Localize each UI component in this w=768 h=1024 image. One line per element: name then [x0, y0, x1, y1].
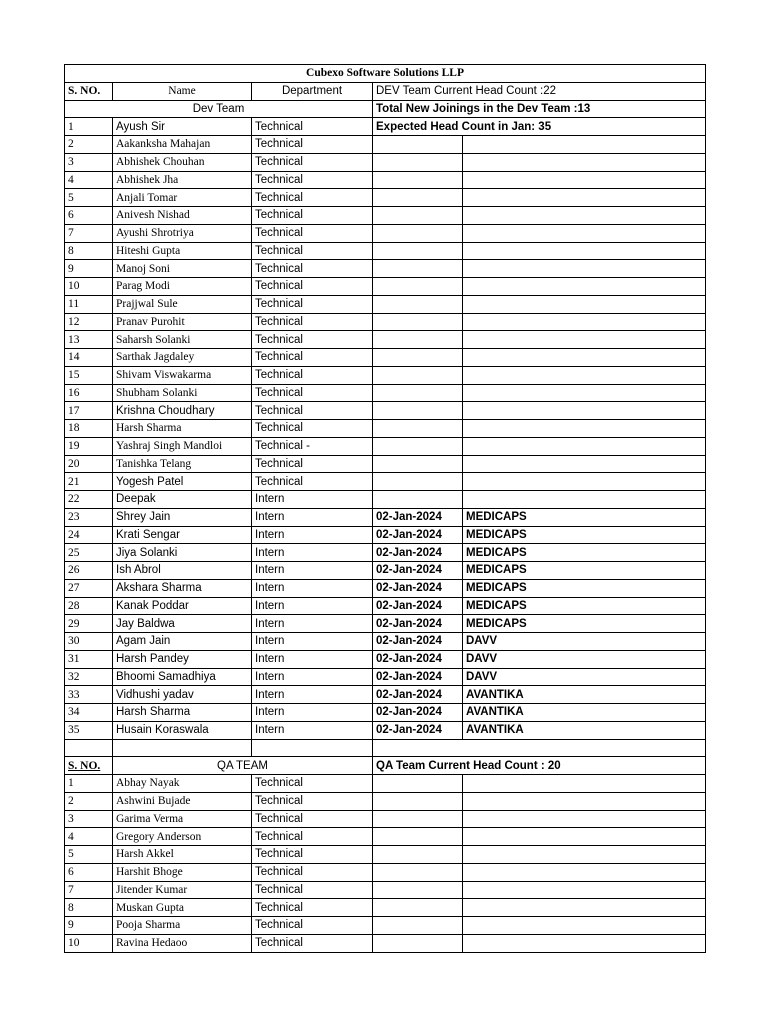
sno-cell: 28: [65, 597, 113, 615]
table-row: [65, 792, 706, 810]
college-cell: [463, 295, 706, 313]
table-row: [65, 668, 706, 686]
sno-cell: 3: [65, 810, 113, 828]
name-cell: Harsh Akkel: [113, 846, 252, 864]
department-cell: Intern: [252, 650, 373, 668]
table-row: [65, 118, 706, 136]
empty-cell: [463, 792, 706, 810]
empty-cell: [463, 881, 706, 899]
table-row: [65, 420, 706, 438]
department-cell: Technical: [252, 420, 373, 438]
college-cell: DAVV: [463, 668, 706, 686]
sno-cell: 12: [65, 313, 113, 331]
table-row: [65, 313, 706, 331]
empty-cell: [113, 739, 252, 757]
empty-cell: [463, 899, 706, 917]
name-cell: Anjali Tomar: [113, 189, 252, 207]
sno-cell: 3: [65, 153, 113, 171]
name-cell: Manoj Soni: [113, 260, 252, 278]
header-row: [65, 82, 706, 100]
college-cell: DAVV: [463, 650, 706, 668]
college-cell: [463, 278, 706, 296]
college-cell: [463, 473, 706, 491]
table-row: [65, 171, 706, 189]
sno-cell: 8: [65, 899, 113, 917]
department-cell: Intern: [252, 633, 373, 651]
sno-cell: 13: [65, 331, 113, 349]
sno-header: S. NO.: [65, 82, 113, 100]
name-cell: Jiya Solanki: [113, 544, 252, 562]
department-cell: Technical: [252, 934, 373, 952]
college-cell: MEDICAPS: [463, 508, 706, 526]
name-cell: Krati Sengar: [113, 526, 252, 544]
college-cell: AVANTIKA: [463, 704, 706, 722]
table-row: [65, 704, 706, 722]
joining-date-cell: [373, 189, 463, 207]
department-cell: Technical: [252, 224, 373, 242]
joining-date-cell: [373, 420, 463, 438]
name-cell: Muskan Gupta: [113, 899, 252, 917]
name-cell: Parag Modi: [113, 278, 252, 296]
empty-cell: [373, 846, 463, 864]
empty-cell: [373, 792, 463, 810]
table-row: [65, 437, 706, 455]
joining-date-cell: [373, 242, 463, 260]
college-cell: [463, 224, 706, 242]
empty-cell: [463, 917, 706, 935]
empty-cell: [373, 881, 463, 899]
name-cell: Garima Verma: [113, 810, 252, 828]
name-cell: Anivesh Nishad: [113, 207, 252, 225]
sno-cell: 5: [65, 189, 113, 207]
table-row: [65, 224, 706, 242]
empty-cell: [373, 775, 463, 793]
joining-date-cell: [373, 366, 463, 384]
joining-date-cell: [373, 331, 463, 349]
name-cell: Agam Jain: [113, 633, 252, 651]
department-cell: Technical: [252, 384, 373, 402]
sno-cell: 30: [65, 633, 113, 651]
table-row: [65, 633, 706, 651]
joining-date-cell: 02-Jan-2024: [373, 526, 463, 544]
joining-date-cell: 02-Jan-2024: [373, 615, 463, 633]
sno-cell: 6: [65, 863, 113, 881]
table-row: [65, 295, 706, 313]
department-cell: Intern: [252, 615, 373, 633]
table-row: [65, 721, 706, 739]
college-cell: [463, 136, 706, 154]
department-cell: Technical: [252, 899, 373, 917]
name-cell: Tanishka Telang: [113, 455, 252, 473]
name-cell: Prajjwal Sule: [113, 295, 252, 313]
name-cell: Gregory Anderson: [113, 828, 252, 846]
department-cell: Technical: [252, 349, 373, 367]
name-cell: Hiteshi Gupta: [113, 242, 252, 260]
department-cell: Technical: [252, 295, 373, 313]
empty-cell: [463, 828, 706, 846]
qa-team-label: QA TEAM: [113, 757, 373, 775]
empty-cell: [373, 899, 463, 917]
sno-cell: 26: [65, 562, 113, 580]
joining-date-cell: [373, 260, 463, 278]
table-row: [65, 136, 706, 154]
sno-cell: 20: [65, 455, 113, 473]
college-cell: [463, 455, 706, 473]
table-row: [65, 899, 706, 917]
joining-date-cell: [373, 473, 463, 491]
sno-cell: 9: [65, 260, 113, 278]
table-row: [65, 366, 706, 384]
department-cell: Technical: [252, 366, 373, 384]
sheet-title: Cubexo Software Solutions LLP: [65, 65, 706, 83]
sno-cell: 35: [65, 721, 113, 739]
empty-cell: [373, 934, 463, 952]
department-cell: Intern: [252, 508, 373, 526]
table-row: [65, 597, 706, 615]
department-cell: Technical: [252, 792, 373, 810]
joining-date-cell: [373, 171, 463, 189]
joining-date-cell: 02-Jan-2024: [373, 686, 463, 704]
college-cell: [463, 366, 706, 384]
empty-cell: [373, 828, 463, 846]
department-cell: Technical: [252, 846, 373, 864]
department-cell: Technical: [252, 207, 373, 225]
department-cell: Intern: [252, 597, 373, 615]
sno-cell: 22: [65, 491, 113, 509]
table-row: [65, 775, 706, 793]
sno-cell: 7: [65, 224, 113, 242]
name-cell: Yogesh Patel: [113, 473, 252, 491]
empty-cell: [463, 863, 706, 881]
department-cell: Intern: [252, 579, 373, 597]
name-cell: Saharsh Solanki: [113, 331, 252, 349]
name-cell: Abhishek Jha: [113, 171, 252, 189]
title-row: [65, 65, 706, 83]
table-row: [65, 349, 706, 367]
sno-cell: 10: [65, 934, 113, 952]
empty-cell: [373, 810, 463, 828]
college-cell: MEDICAPS: [463, 562, 706, 580]
name-cell: Bhoomi Samadhiya: [113, 668, 252, 686]
sno-cell: 1: [65, 775, 113, 793]
joining-date-cell: 02-Jan-2024: [373, 668, 463, 686]
college-cell: [463, 189, 706, 207]
name-cell: Shivam Viswakarma: [113, 366, 252, 384]
department-cell: Technical: [252, 863, 373, 881]
joining-date-cell: [373, 349, 463, 367]
department-cell: Intern: [252, 704, 373, 722]
qa-header-row: [65, 757, 706, 775]
department-cell: Technical: [252, 828, 373, 846]
name-cell: Abhishek Chouhan: [113, 153, 252, 171]
college-cell: [463, 402, 706, 420]
dev-head-count: DEV Team Current Head Count :22: [373, 82, 706, 100]
name-cell: Deepak: [113, 491, 252, 509]
sno-cell: 6: [65, 207, 113, 225]
table-row: [65, 207, 706, 225]
table-row: [65, 579, 706, 597]
joining-date-cell: 02-Jan-2024: [373, 508, 463, 526]
department-cell: Technical: [252, 775, 373, 793]
name-cell: Sarthak Jagdaley: [113, 349, 252, 367]
empty-cell: [65, 739, 113, 757]
college-cell: [463, 171, 706, 189]
sno-cell: 15: [65, 366, 113, 384]
table-row: [65, 455, 706, 473]
college-cell: [463, 384, 706, 402]
sno-cell: 19: [65, 437, 113, 455]
table-row: [65, 562, 706, 580]
sno-cell: 8: [65, 242, 113, 260]
joining-date-cell: 02-Jan-2024: [373, 650, 463, 668]
expected-head-count: Expected Head Count in Jan: 35: [373, 118, 706, 136]
sno-cell: 9: [65, 917, 113, 935]
college-cell: [463, 153, 706, 171]
college-cell: DAVV: [463, 633, 706, 651]
qa-sno-header: S. NO.: [65, 757, 113, 775]
department-cell: Intern: [252, 686, 373, 704]
sno-cell: 18: [65, 420, 113, 438]
sno-cell: 34: [65, 704, 113, 722]
empty-cell: [463, 775, 706, 793]
college-cell: [463, 331, 706, 349]
joining-date-cell: 02-Jan-2024: [373, 544, 463, 562]
table-row: [65, 278, 706, 296]
joining-date-cell: 02-Jan-2024: [373, 633, 463, 651]
sno-cell: 21: [65, 473, 113, 491]
name-cell: Ravina Hedaoo: [113, 934, 252, 952]
sno-cell: 1: [65, 118, 113, 136]
table-row: [65, 650, 706, 668]
joining-date-cell: 02-Jan-2024: [373, 721, 463, 739]
department-cell: Technical: [252, 118, 373, 136]
table-row: [65, 153, 706, 171]
sno-cell: 27: [65, 579, 113, 597]
sno-cell: 24: [65, 526, 113, 544]
joining-date-cell: [373, 295, 463, 313]
sno-cell: 2: [65, 136, 113, 154]
sno-cell: 10: [65, 278, 113, 296]
total-new-joinings: Total New Joinings in the Dev Team :13: [373, 100, 706, 118]
department-cell: Intern: [252, 562, 373, 580]
name-cell: Vidhushi yadav: [113, 686, 252, 704]
department-cell: Technical: [252, 136, 373, 154]
department-cell: Technical: [252, 171, 373, 189]
empty-cell: [463, 934, 706, 952]
sno-cell: 23: [65, 508, 113, 526]
qa-head-count: QA Team Current Head Count : 20: [373, 757, 706, 775]
sno-cell: 11: [65, 295, 113, 313]
empty-cell: [463, 810, 706, 828]
joining-date-cell: [373, 313, 463, 331]
college-cell: [463, 260, 706, 278]
name-cell: Ayush Sir: [113, 118, 252, 136]
empty-cell: [373, 739, 706, 757]
empty-cell: [252, 739, 373, 757]
sno-cell: 5: [65, 846, 113, 864]
name-cell: Shrey Jain: [113, 508, 252, 526]
joining-date-cell: [373, 207, 463, 225]
name-cell: Kanak Poddar: [113, 597, 252, 615]
college-cell: [463, 313, 706, 331]
joining-date-cell: 02-Jan-2024: [373, 597, 463, 615]
joining-date-cell: [373, 384, 463, 402]
joining-date-cell: 02-Jan-2024: [373, 562, 463, 580]
name-cell: Harsh Sharma: [113, 704, 252, 722]
name-cell: Abhay Nayak: [113, 775, 252, 793]
joining-date-cell: [373, 437, 463, 455]
sno-cell: 4: [65, 828, 113, 846]
table-row: [65, 810, 706, 828]
department-cell: Technical: [252, 810, 373, 828]
college-cell: MEDICAPS: [463, 526, 706, 544]
college-cell: MEDICAPS: [463, 597, 706, 615]
department-cell: Technical: [252, 260, 373, 278]
department-cell: Technical: [252, 242, 373, 260]
table-row: [65, 473, 706, 491]
department-cell: Technical: [252, 917, 373, 935]
department-cell: Technical -: [252, 437, 373, 455]
college-cell: MEDICAPS: [463, 579, 706, 597]
sno-cell: 14: [65, 349, 113, 367]
name-cell: Krishna Choudhary: [113, 402, 252, 420]
empty-cell: [373, 917, 463, 935]
college-cell: MEDICAPS: [463, 615, 706, 633]
name-cell: Jitender Kumar: [113, 881, 252, 899]
dev-team-row: [65, 100, 706, 118]
department-cell: Technical: [252, 402, 373, 420]
college-cell: [463, 242, 706, 260]
name-cell: Ashwini Bujade: [113, 792, 252, 810]
table-row: [65, 402, 706, 420]
department-cell: Intern: [252, 491, 373, 509]
college-cell: AVANTIKA: [463, 686, 706, 704]
name-cell: Harsh Sharma: [113, 420, 252, 438]
sno-cell: 31: [65, 650, 113, 668]
name-cell: Ish Abrol: [113, 562, 252, 580]
table-row: [65, 881, 706, 899]
sno-cell: 25: [65, 544, 113, 562]
table-row: [65, 686, 706, 704]
name-header: Name: [113, 82, 252, 100]
table-row: [65, 615, 706, 633]
name-cell: Shubham Solanki: [113, 384, 252, 402]
college-cell: [463, 491, 706, 509]
table-row: [65, 260, 706, 278]
table-row: [65, 491, 706, 509]
college-cell: [463, 207, 706, 225]
joining-date-cell: [373, 455, 463, 473]
table-row: [65, 526, 706, 544]
joining-date-cell: [373, 224, 463, 242]
department-cell: Technical: [252, 189, 373, 207]
spacer-row: [65, 739, 706, 757]
department-cell: Technical: [252, 278, 373, 296]
table-row: [65, 846, 706, 864]
sno-cell: 4: [65, 171, 113, 189]
name-cell: Harshit Bhoge: [113, 863, 252, 881]
joining-date-cell: [373, 278, 463, 296]
department-cell: Intern: [252, 668, 373, 686]
joining-date-cell: [373, 491, 463, 509]
name-cell: Harsh Pandey: [113, 650, 252, 668]
college-cell: AVANTIKA: [463, 721, 706, 739]
joining-date-cell: 02-Jan-2024: [373, 579, 463, 597]
name-cell: Jay Baldwa: [113, 615, 252, 633]
college-cell: MEDICAPS: [463, 544, 706, 562]
dev-team-label: Dev Team: [65, 100, 373, 118]
sno-cell: 16: [65, 384, 113, 402]
table-row: [65, 828, 706, 846]
name-cell: Akshara Sharma: [113, 579, 252, 597]
empty-cell: [463, 846, 706, 864]
joining-date-cell: 02-Jan-2024: [373, 704, 463, 722]
sno-cell: 33: [65, 686, 113, 704]
department-header: Department: [252, 82, 373, 100]
empty-cell: [373, 863, 463, 881]
sno-cell: 29: [65, 615, 113, 633]
table-row: [65, 331, 706, 349]
name-cell: Yashraj Singh Mandloi: [113, 437, 252, 455]
department-cell: Intern: [252, 721, 373, 739]
table-row: [65, 384, 706, 402]
table-row: [65, 863, 706, 881]
sno-cell: 2: [65, 792, 113, 810]
sno-cell: 7: [65, 881, 113, 899]
joining-date-cell: [373, 153, 463, 171]
table-row: [65, 917, 706, 935]
department-cell: Technical: [252, 455, 373, 473]
name-cell: Aakanksha Mahajan: [113, 136, 252, 154]
table-row: [65, 934, 706, 952]
department-cell: Intern: [252, 526, 373, 544]
department-cell: Intern: [252, 544, 373, 562]
department-cell: Technical: [252, 881, 373, 899]
name-cell: Pooja Sharma: [113, 917, 252, 935]
name-cell: Husain Koraswala: [113, 721, 252, 739]
joining-date-cell: [373, 402, 463, 420]
sno-cell: 17: [65, 402, 113, 420]
table-row: [65, 189, 706, 207]
name-cell: Ayushi Shrotriya: [113, 224, 252, 242]
college-cell: [463, 437, 706, 455]
department-cell: Technical: [252, 473, 373, 491]
college-cell: [463, 420, 706, 438]
department-cell: Technical: [252, 313, 373, 331]
department-cell: Technical: [252, 153, 373, 171]
joining-date-cell: [373, 136, 463, 154]
table-row: [65, 544, 706, 562]
name-cell: Pranav Purohit: [113, 313, 252, 331]
college-cell: [463, 349, 706, 367]
sno-cell: 32: [65, 668, 113, 686]
table-row: [65, 508, 706, 526]
headcount-table: [64, 64, 706, 953]
table-row: [65, 242, 706, 260]
department-cell: Technical: [252, 331, 373, 349]
